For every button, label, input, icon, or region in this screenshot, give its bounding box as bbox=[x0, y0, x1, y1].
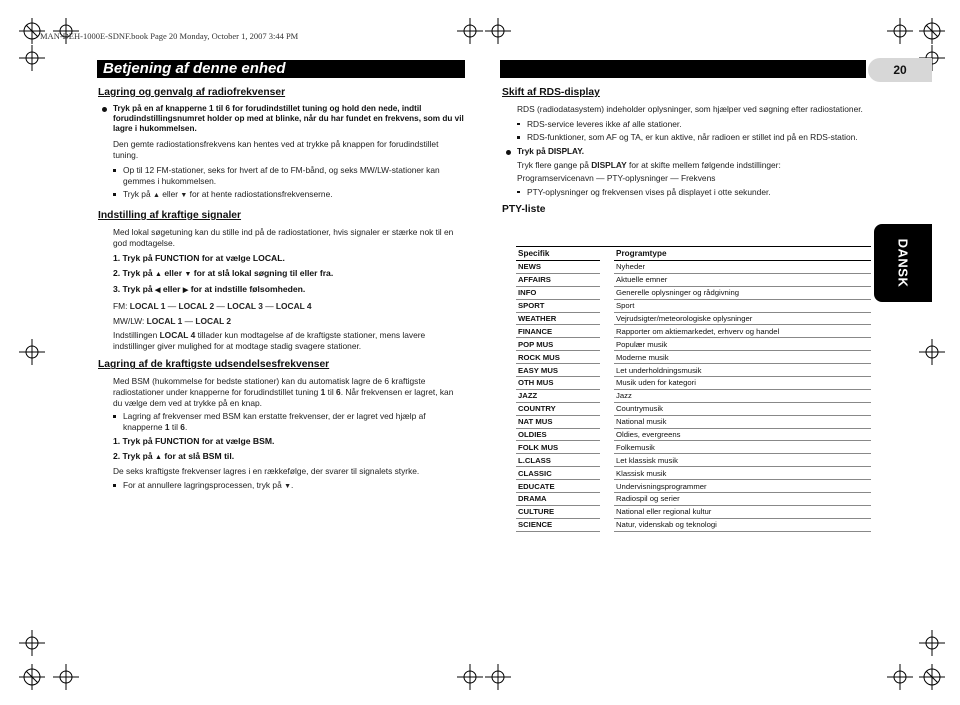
registration-mark-icon bbox=[19, 45, 45, 71]
list-item: RDS-service leveres ikke af alle stationer. bbox=[502, 119, 868, 130]
program-type: Let underholdningsmusik bbox=[614, 364, 871, 377]
program-type: Moderne musik bbox=[614, 351, 871, 364]
program-type: Nyheder bbox=[614, 261, 871, 274]
table-row bbox=[516, 389, 871, 402]
pty-code: EDUCATE bbox=[516, 480, 600, 493]
down-arrow-icon: ▼ bbox=[184, 270, 192, 278]
pty-table bbox=[516, 246, 871, 532]
pty-code: CULTURE bbox=[516, 505, 600, 518]
program-type: Jazz bbox=[614, 389, 871, 402]
table-row bbox=[516, 338, 871, 351]
section-banner: Betjening af denne enhed bbox=[97, 60, 465, 78]
pty-code: INFO bbox=[516, 286, 600, 299]
pty-code: FOLK MUS bbox=[516, 441, 600, 454]
table-row bbox=[516, 273, 871, 286]
table-header-row bbox=[516, 247, 871, 261]
paragraph: Tryk flere gange på DISPLAY for at skifte mellem følgende indstillinger: bbox=[517, 159, 781, 170]
table-row bbox=[516, 364, 871, 377]
mwlw-levels: MW/LW: LOCAL 1 — LOCAL 2 bbox=[113, 315, 232, 326]
table-row bbox=[516, 467, 871, 480]
program-type: Countrymusik bbox=[614, 402, 871, 415]
section-title: Lagring og genvalg af radiofrekvenser bbox=[98, 87, 286, 98]
section-title: Skift af RDS-display bbox=[502, 87, 600, 98]
program-type: Generelle oplysninger og rådgivning bbox=[614, 286, 871, 299]
list-item: Op til 12 FM-stationer, seks for hvert af de to FM-bånd, og seks MW/LW-stationer kan gemmes i hukommelsen. bbox=[98, 165, 464, 186]
paragraph: Indstillingen LOCAL 4 tillader kun modtagelse af de kraftigste stationer, mens lavere indstillinger giver mulighed for at modtage stadig svagere stationer. bbox=[113, 330, 426, 351]
pty-code: NAT MUS bbox=[516, 415, 600, 428]
step: 1. Tryk på FUNCTION for at vælge LOCAL. bbox=[113, 253, 285, 264]
program-type: Rapporter om aktiemarkedet, erhverv og handel bbox=[614, 325, 871, 338]
pty-code: EASY MUS bbox=[516, 364, 600, 377]
table-row bbox=[516, 493, 871, 506]
table-row bbox=[516, 402, 871, 415]
registration-mark-icon bbox=[919, 339, 945, 365]
registration-mark-icon bbox=[457, 18, 483, 44]
list-item: RDS-funktioner, som AF og TA, er kun aktive, når radioen er stillet ind på en RDS-station. bbox=[502, 132, 868, 143]
table-row bbox=[516, 428, 871, 441]
step: 1. Tryk på FUNCTION for at vælge BSM. bbox=[113, 436, 275, 447]
list-item: Tryk på ▲ eller ▼ for at hente radiostationsfrekvenserne. bbox=[98, 189, 464, 202]
table-row bbox=[516, 351, 871, 364]
paragraph: Programservicenavn — PTY-oplysninger — Frekvens bbox=[517, 173, 716, 184]
left-arrow-icon: ◀ bbox=[155, 287, 161, 295]
paragraph: Med BSM (hukommelse for bedste stationer) kan du automatisk lagre de 6 kraftigste radiostationer under knapperne for forudindstillet tuning 1 til 6. Når frekvensen er lagret, kan du vælge dem ved at trykke på en knap. bbox=[113, 376, 454, 408]
header-bar bbox=[500, 60, 866, 78]
pty-code: OTH MUS bbox=[516, 377, 600, 390]
step: 3. Tryk på ◀ eller ▶ for at indstille følsomheden. bbox=[113, 284, 306, 295]
column-header: Programtype bbox=[614, 247, 871, 261]
program-type: Natur, videnskab og teknologi bbox=[614, 518, 871, 531]
registration-mark-icon bbox=[919, 630, 945, 656]
instruction-bullet: Tryk på en af knapperne 1 til 6 for forudindstillet tuning og hold den nede, indtil forudindstillingsnumret holder op med at blinke, når du har fundet en frekvens, som du vil lagre i hukommelsen. bbox=[98, 104, 464, 134]
registration-mark-icon bbox=[53, 664, 79, 690]
step: 2. Tryk på ▲ eller ▼ for at slå lokal søgning til eller fra. bbox=[113, 267, 334, 278]
program-type: Sport bbox=[614, 299, 871, 312]
pty-code: FINANCE bbox=[516, 325, 600, 338]
list-item: PTY-oplysninger og frekvensen vises på displayet i otte sekunder. bbox=[502, 187, 868, 198]
table-row bbox=[516, 299, 871, 312]
pty-code: L.CLASS bbox=[516, 454, 600, 467]
up-arrow-icon: ▲ bbox=[152, 192, 160, 200]
right-arrow-icon: ▶ bbox=[182, 287, 189, 295]
paragraph: Med lokal søgetuning kan du stille ind på de radiostationer, hvis signaler er stærke nok til en god modtagelse. bbox=[113, 226, 454, 248]
up-arrow-icon: ▲ bbox=[155, 453, 162, 461]
section-title: Lagring af de kraftigste udsendelsesfrekvenser bbox=[98, 359, 330, 371]
paragraph: De seks kraftigste frekvenser lagres i en rækkefølge, der svarer til signalets styrke. bbox=[113, 466, 420, 477]
table-row bbox=[516, 261, 871, 274]
table-row bbox=[516, 505, 871, 518]
step: 2. Tryk på ▲ for at slå BSM til. bbox=[113, 450, 235, 461]
column-header: Specifik bbox=[516, 247, 600, 261]
fm-levels: FM: LOCAL 1 — LOCAL 2 — LOCAL 3 — LOCAL 4 bbox=[113, 300, 312, 311]
print-header: MAN-DEH-1000E-SDNF.book Page 20 Monday, October 1, 2007 3:44 PM bbox=[40, 31, 299, 41]
registration-mark-icon bbox=[887, 664, 913, 690]
up-arrow-icon: ▲ bbox=[155, 270, 162, 278]
language-tab bbox=[874, 224, 932, 302]
program-type: Undervisningsprogrammer bbox=[614, 480, 871, 493]
registration-mark-icon bbox=[919, 664, 945, 690]
table-row bbox=[516, 480, 871, 493]
table-row bbox=[516, 454, 871, 467]
table-row bbox=[516, 286, 871, 299]
program-type: National musik bbox=[614, 415, 871, 428]
paragraph: RDS (radiodatasystem) indeholder oplysninger, som hjælper ved søgning efter radiostationer. bbox=[517, 104, 863, 114]
program-type: Folkemusik bbox=[614, 441, 871, 454]
right-column bbox=[502, 86, 868, 216]
list-item: Lagring af frekvenser med BSM kan erstatte frekvenser, der er lagret ved hjælp af knapperne 1 til 6. bbox=[98, 411, 464, 432]
pty-code: OLDIES bbox=[516, 428, 600, 441]
instruction-bullet: Tryk på DISPLAY. bbox=[502, 147, 868, 157]
table-row bbox=[516, 312, 871, 325]
registration-mark-icon bbox=[19, 339, 45, 365]
list-item: For at annullere lagringsprocessen, tryk på ▼. bbox=[98, 480, 464, 493]
registration-mark-icon bbox=[19, 664, 45, 690]
table-row bbox=[516, 415, 871, 428]
table-row bbox=[516, 377, 871, 390]
registration-mark-icon bbox=[485, 664, 511, 690]
pty-code: JAZZ bbox=[516, 389, 600, 402]
pty-code: WEATHER bbox=[516, 312, 600, 325]
pty-list-title: PTY-liste bbox=[502, 203, 546, 215]
program-type: Klassisk musik bbox=[614, 467, 871, 480]
pty-code: COUNTRY bbox=[516, 402, 600, 415]
down-arrow-icon: ▼ bbox=[180, 192, 188, 200]
pty-code: SPORT bbox=[516, 299, 600, 312]
pty-code: SCIENCE bbox=[516, 518, 600, 531]
registration-mark-icon bbox=[919, 18, 945, 44]
program-type: Vejrudsigter/meteorologiske oplysninger bbox=[614, 312, 871, 325]
pty-code: AFFAIRS bbox=[516, 273, 600, 286]
program-type: Musik uden for kategori bbox=[614, 377, 871, 390]
section-title: Indstilling af kraftige signaler bbox=[98, 209, 242, 221]
program-type: Let klassisk musik bbox=[614, 454, 871, 467]
program-type: Radiospil og serier bbox=[614, 493, 871, 506]
registration-mark-icon bbox=[485, 18, 511, 44]
registration-mark-icon bbox=[457, 664, 483, 690]
registration-mark-icon bbox=[887, 18, 913, 44]
program-type: National eller regional kultur bbox=[614, 505, 871, 518]
registration-mark-icon bbox=[19, 630, 45, 656]
pty-code: POP MUS bbox=[516, 338, 600, 351]
paragraph: Den gemte radiostationsfrekvens kan hentes ved at trykke på knappen for forudindstillet tuning. bbox=[113, 139, 439, 160]
table-row bbox=[516, 325, 871, 338]
program-type: Populær musik bbox=[614, 338, 871, 351]
pty-code: CLASSIC bbox=[516, 467, 600, 480]
table-row bbox=[516, 518, 871, 531]
pty-code: NEWS bbox=[516, 261, 600, 274]
pty-code: DRAMA bbox=[516, 493, 600, 506]
program-type: Oldies, evergreens bbox=[614, 428, 871, 441]
table-row bbox=[516, 441, 871, 454]
page-number: 20 bbox=[868, 58, 932, 82]
pty-code: ROCK MUS bbox=[516, 351, 600, 364]
left-column bbox=[98, 86, 464, 493]
program-type: Aktuelle emner bbox=[614, 273, 871, 286]
down-arrow-icon: ▼ bbox=[284, 483, 292, 491]
language-tab-label: DANSK bbox=[895, 238, 911, 288]
